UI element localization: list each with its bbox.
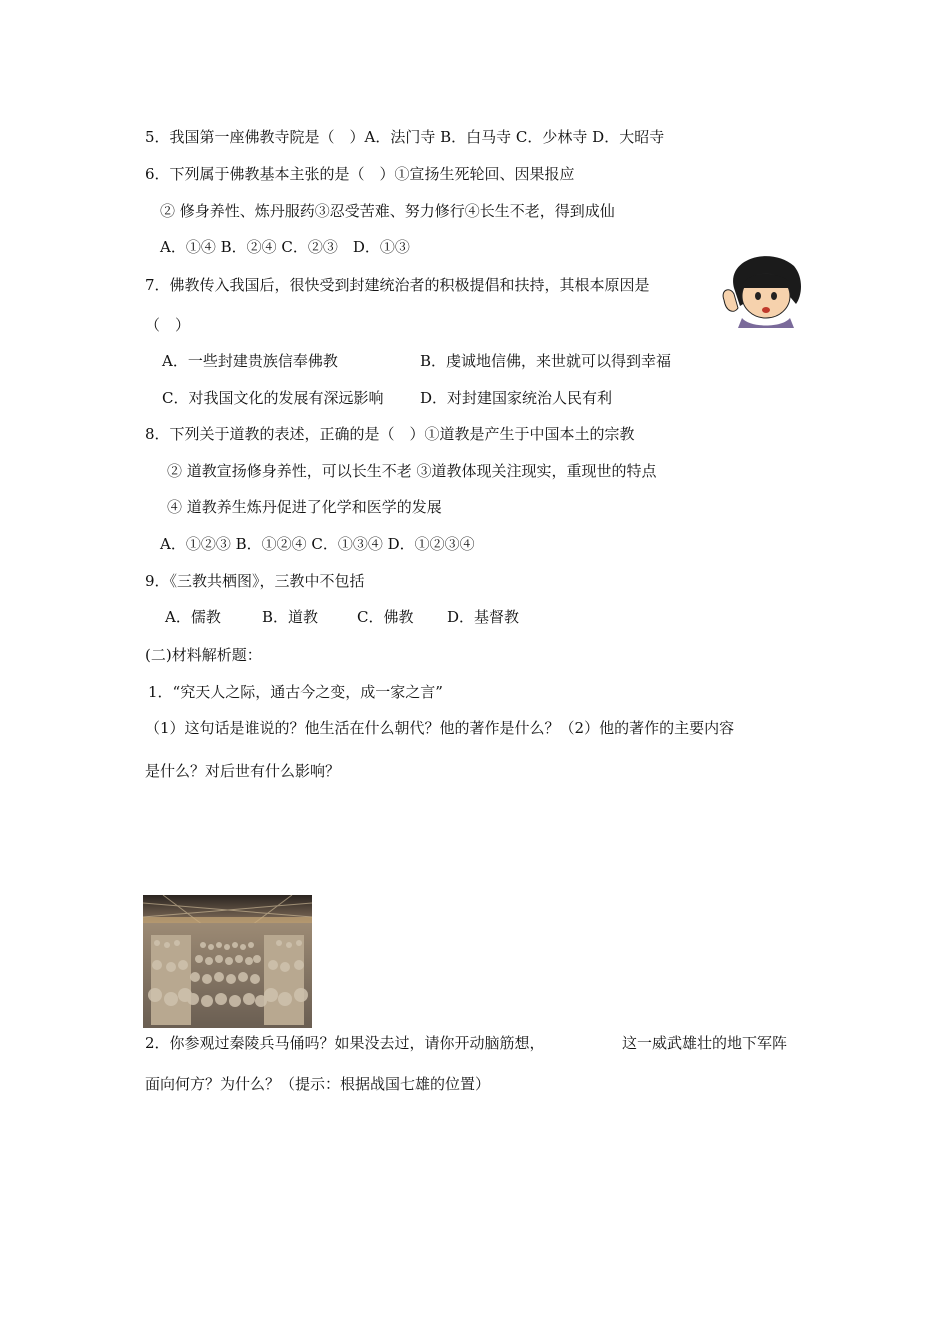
question-8-line-3: ④ 道教养生炼丹促进了化学和医学的发展	[167, 498, 442, 516]
question-8-line-2: ② 道教宣扬修身养性，可以长生不老 ③道教体现关注现实，重现世的特点	[167, 462, 657, 480]
material-1-question-cont: 是什么？对后世有什么影响？	[145, 762, 341, 780]
question-7-option-b: B．虔诚地信佛，来世就可以得到幸福	[420, 352, 672, 370]
material-1-question: （1）这句话是谁说的？他生活在什么朝代？他的著作是什么？（2）他的著作的主要内容	[145, 719, 735, 737]
question-9: 9．《三教共栖图》，三教中不包括	[145, 572, 365, 590]
question-9-option-d: D．基督教	[447, 608, 520, 626]
question-9-option-a: A．儒教	[165, 608, 221, 626]
question-9-option-b: B．道教	[262, 608, 319, 626]
question-8: 8．下列关于道教的表述，正确的是（ ）①道教是产生于中国本土的宗教	[145, 425, 635, 443]
question-5: 5．我国第一座佛教寺院是（ ）A．法门寺 B．白马寺 C．少林寺 D．大昭寺	[145, 128, 665, 146]
question-7-option-c: C．对我国文化的发展有深远影响	[162, 389, 384, 407]
question-6: 6．下列属于佛教基本主张的是（ ）①宣扬生死轮回、因果报应	[145, 165, 575, 183]
question-7: 7．佛教传入我国后，很快受到封建统治者的积极提倡和扶持，其根本原因是	[145, 276, 650, 294]
question-6-options: A．①④ B．②④ C．②③ D．①③	[160, 238, 410, 256]
question-8-options: A．①②③ B．①②④ C．①③④ D．①②③④	[160, 535, 475, 553]
material-2-question-part-2: 这一威武雄壮的地下军阵	[622, 1034, 788, 1052]
cartoon-girl-image	[716, 248, 806, 328]
terracotta-warriors-photo	[143, 895, 312, 1028]
material-1-quote: 1．“究天人之际，通古今之变，成一家之言”	[148, 683, 443, 701]
question-6-line-2: ② 修身养性、炼丹服药③忍受苦难、努力修行④长生不老，得到成仙	[160, 202, 615, 220]
question-7-option-a: A．一些封建贵族信奉佛教	[162, 352, 338, 370]
question-7-paren: （ ）	[145, 316, 191, 334]
question-7-option-d: D．对封建国家统治人民有利	[420, 389, 613, 407]
question-9-option-c: C．佛教	[357, 608, 414, 626]
material-2-question-cont: 面向何方？为什么？（提示：根据战国七雄的位置）	[145, 1075, 491, 1093]
material-2-question-part-1: 2．你参观过秦陵兵马俑吗？如果没去过，请你开动脑筋想，	[145, 1034, 545, 1052]
section-2-title: (二)材料解析题：	[145, 646, 262, 664]
